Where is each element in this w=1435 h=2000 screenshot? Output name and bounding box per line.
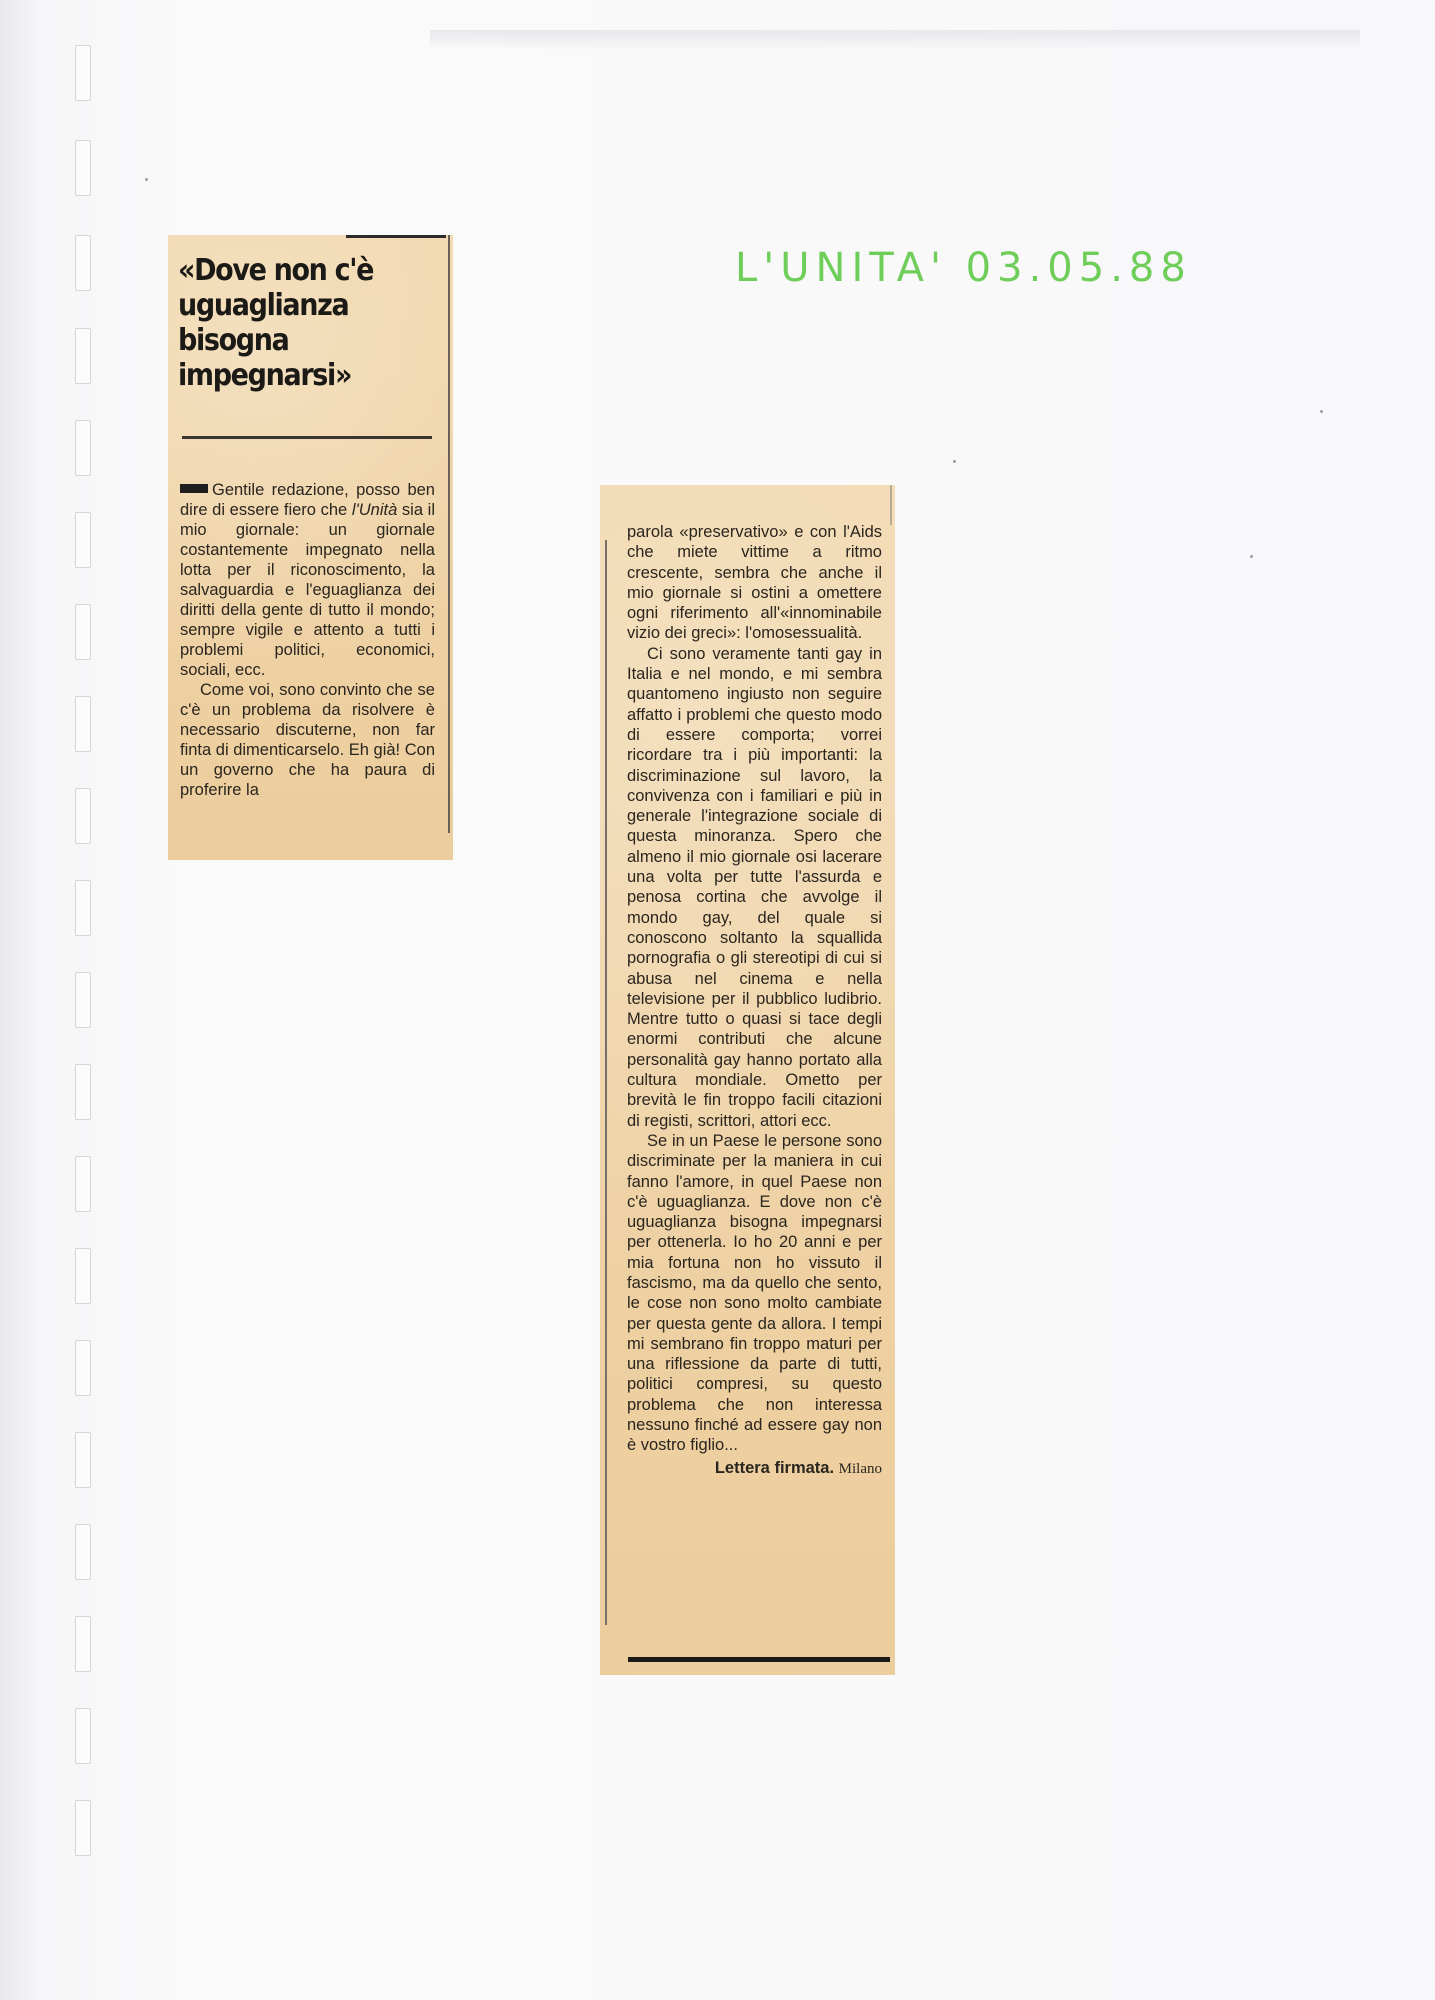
handwritten-source-date: L'UNITA' 03.05.88 (735, 245, 1192, 291)
headline-line: uguaglianza (178, 288, 349, 323)
signature (627, 1458, 882, 1479)
binder-hole (75, 1248, 91, 1304)
binder-hole (75, 604, 91, 660)
binder-hole (75, 328, 91, 384)
binder-hole (75, 1708, 91, 1764)
clipping-top-rule (346, 235, 446, 238)
newspaper-clipping-1 (168, 235, 453, 860)
headline-divider (182, 436, 432, 439)
paragraph: parola «preservativo» e con l'Aids che miete vittime a ritmo crescente, sembra che anche il mio giornale si ostini a omettere ogni riferimento all'«innominabile vizio dei greci»: l'omosessualità. (627, 523, 882, 643)
binder-hole (75, 788, 91, 844)
binder-hole (75, 972, 91, 1028)
binder-hole (75, 1616, 91, 1672)
paragraph-text: sia il mio giornale: un giornale costantemente impegnato nella lotta per il riconoscimento, la salvaguardia e l'eguaglianza dei diritti della gente di tutto il mondo; sempre vigile e attento a tutti i problemi politici, economici, sociali, ecc. (180, 501, 435, 679)
paragraph-bullet (180, 484, 208, 493)
scan-speck (145, 178, 148, 181)
binder-hole (75, 696, 91, 752)
paragraph-text: Gentile redazione, posso ben dire di essere fiero che (180, 481, 435, 519)
binder-hole (75, 512, 91, 568)
binder-hole (75, 45, 91, 101)
signature-city: Milano (838, 1460, 882, 1477)
column-rule (605, 540, 607, 1625)
scan-speck (1320, 410, 1323, 413)
newspaper-name: l'Unità (351, 501, 398, 519)
binder-hole (75, 1064, 91, 1120)
column-rule (448, 235, 450, 833)
scan-edge-shadow (430, 30, 1360, 50)
binder-hole (75, 880, 91, 936)
binder-hole (75, 140, 91, 196)
scan-speck (953, 460, 956, 463)
binder-hole (75, 1432, 91, 1488)
binder-hole (75, 1800, 91, 1856)
binder-hole (75, 235, 91, 291)
binder-hole (75, 420, 91, 476)
paragraph: Se in un Paese le persone sono discriminate per la maniera in cui fanno l'amore, in quel Paese non c'è uguaglianza. E dove non c'è uguaglianza bisogna impegnarsi per ottenerla. Io ho 20 anni e per mia fortuna non ho vissuto il fascismo, ma da quello che sento, le cose non sono molto cambiate per questa gente da allora. I tempi mi sembrano fin troppo maturi per una riflessione da parte di tutti, politici compresi, su questo problema che non interessa nessuno finché ad essere gay non è vostro figlio... (627, 1131, 882, 1455)
paragraph (180, 480, 435, 680)
signature-label: Lettera firmata. (714, 1458, 835, 1477)
binder-hole (75, 1524, 91, 1580)
headline (178, 253, 408, 393)
headline-line: impegnarsi» (178, 358, 352, 393)
binder-hole (75, 1340, 91, 1396)
headline-line: bisogna (178, 323, 289, 358)
headline-line: «Dove non c'è (178, 253, 374, 288)
column-rule-right (890, 485, 892, 525)
paragraph: Ci sono veramente tanti gay in Italia e nel mondo, e mi sembra quantomeno ingiusto non seguire affatto i problemi che questo modo di essere comporta; vorrei ricordare tra i più importanti: la discriminazione sul lavoro, la convivenza con i familiari e più in generale l'integrazione sociale di questa minoranza. Spero che almeno il mio giornale osi lacerare una volta per tutte l'assurda e penosa cortina che avvolge il mondo gay, del quale si conoscono soltanto la squallida pornografia o gli stereotipi di cui si abusa nel cinema e nella televisione per il pubblico ludibrio. Mentre tutto o quasi si tace degli enormi contributi che alcune personalità gay hanno portato alla cultura mondiale. Ometto per brevità le fin troppo facili citazioni di registi, scrittori, attori ecc. (627, 644, 882, 1130)
article-text-column-2 (627, 522, 882, 1479)
paragraph: Come voi, sono convinto che se c'è un problema da risolvere è necessario discuterne, non far finta di dimenticarselo. Eh già! Con un governo che ha paura di proferire la (180, 681, 435, 799)
article-text-column-1 (180, 480, 435, 800)
scan-speck (1250, 555, 1253, 558)
clipping-bottom-rule (628, 1657, 890, 1662)
binder-hole (75, 1156, 91, 1212)
newspaper-clipping-2 (600, 485, 895, 1675)
